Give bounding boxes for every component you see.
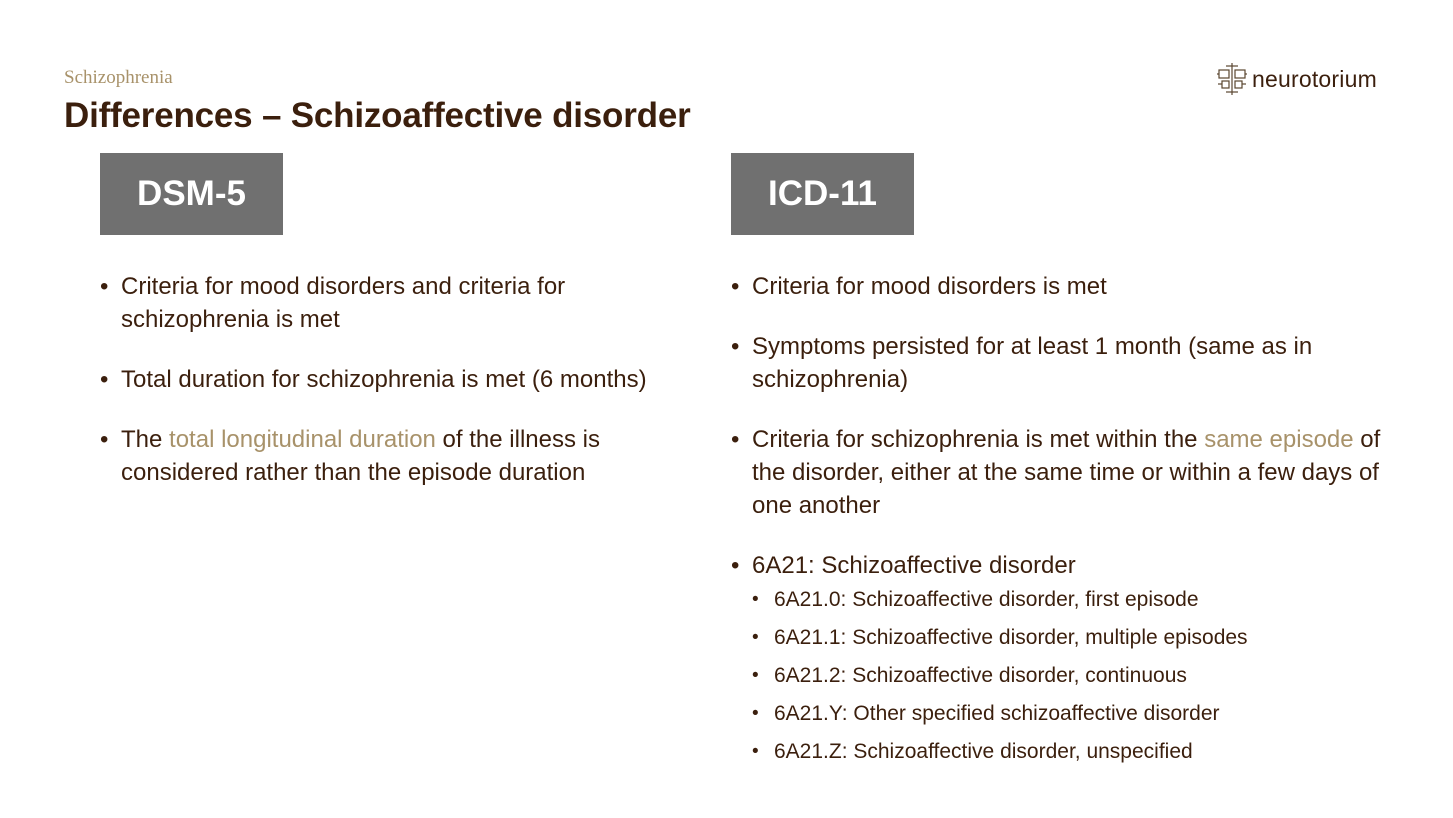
dsm5-heading: DSM-5: [100, 153, 283, 235]
sub-list-item: • 6A21.Z: Schizoaffective disorder, unspecified: [752, 739, 1381, 764]
icd-code-sublist: [752, 587, 1381, 764]
highlighted-term: same episode: [1204, 426, 1354, 453]
list-item: • Criteria for mood disorders is met: [731, 270, 1381, 303]
icd11-heading: ICD-11: [731, 153, 914, 235]
slide-title: Differences – Schizoaffective disorder: [64, 96, 691, 135]
list-item: • 6A21: Schizoaffective disorder • 6A21.0: Schizoaffective disorder, first episode • 6A21.1: Schizoaffective disorder, multiple episodes • 6A21.2: Schizoaffective disorder, continuous • 6A21.Y: Other specified schizoaffective disorder • 6A21.Z: Schizoaffective disorder, unspecified: [731, 549, 1381, 764]
list-item: • Total duration for schizophrenia is met (6 months): [100, 363, 660, 396]
logo-wordmark: neurotorium: [1252, 65, 1377, 92]
sub-list-item: • 6A21.1: Schizoaffective disorder, multiple episodes: [752, 625, 1381, 650]
list-item: • Criteria for schizophrenia is met within the same episode of the disorder, either at the same time or within a few days of one another: [731, 423, 1381, 522]
highlighted-term: total longitudinal duration: [169, 426, 436, 453]
list-item: • Criteria for mood disorders and criteria for schizophrenia is met: [100, 270, 660, 336]
sub-list-item: • 6A21.Y: Other specified schizoaffective disorder: [752, 701, 1381, 726]
sub-list-item: • 6A21.0: Schizoaffective disorder, first episode: [752, 587, 1381, 612]
brand-logo: [1216, 62, 1377, 96]
neurotorium-logo-icon: [1216, 62, 1248, 96]
icd11-criteria-list: [731, 270, 1381, 777]
sub-list-item: • 6A21.2: Schizoaffective disorder, continuous: [752, 663, 1381, 688]
section-kicker: Schizophrenia: [64, 67, 173, 88]
list-item: • The total longitudinal duration of the illness is considered rather than the episode duration: [100, 423, 660, 489]
dsm5-criteria-list: [100, 270, 660, 489]
list-item: • Symptoms persisted for at least 1 month (same as in schizophrenia): [731, 330, 1381, 396]
